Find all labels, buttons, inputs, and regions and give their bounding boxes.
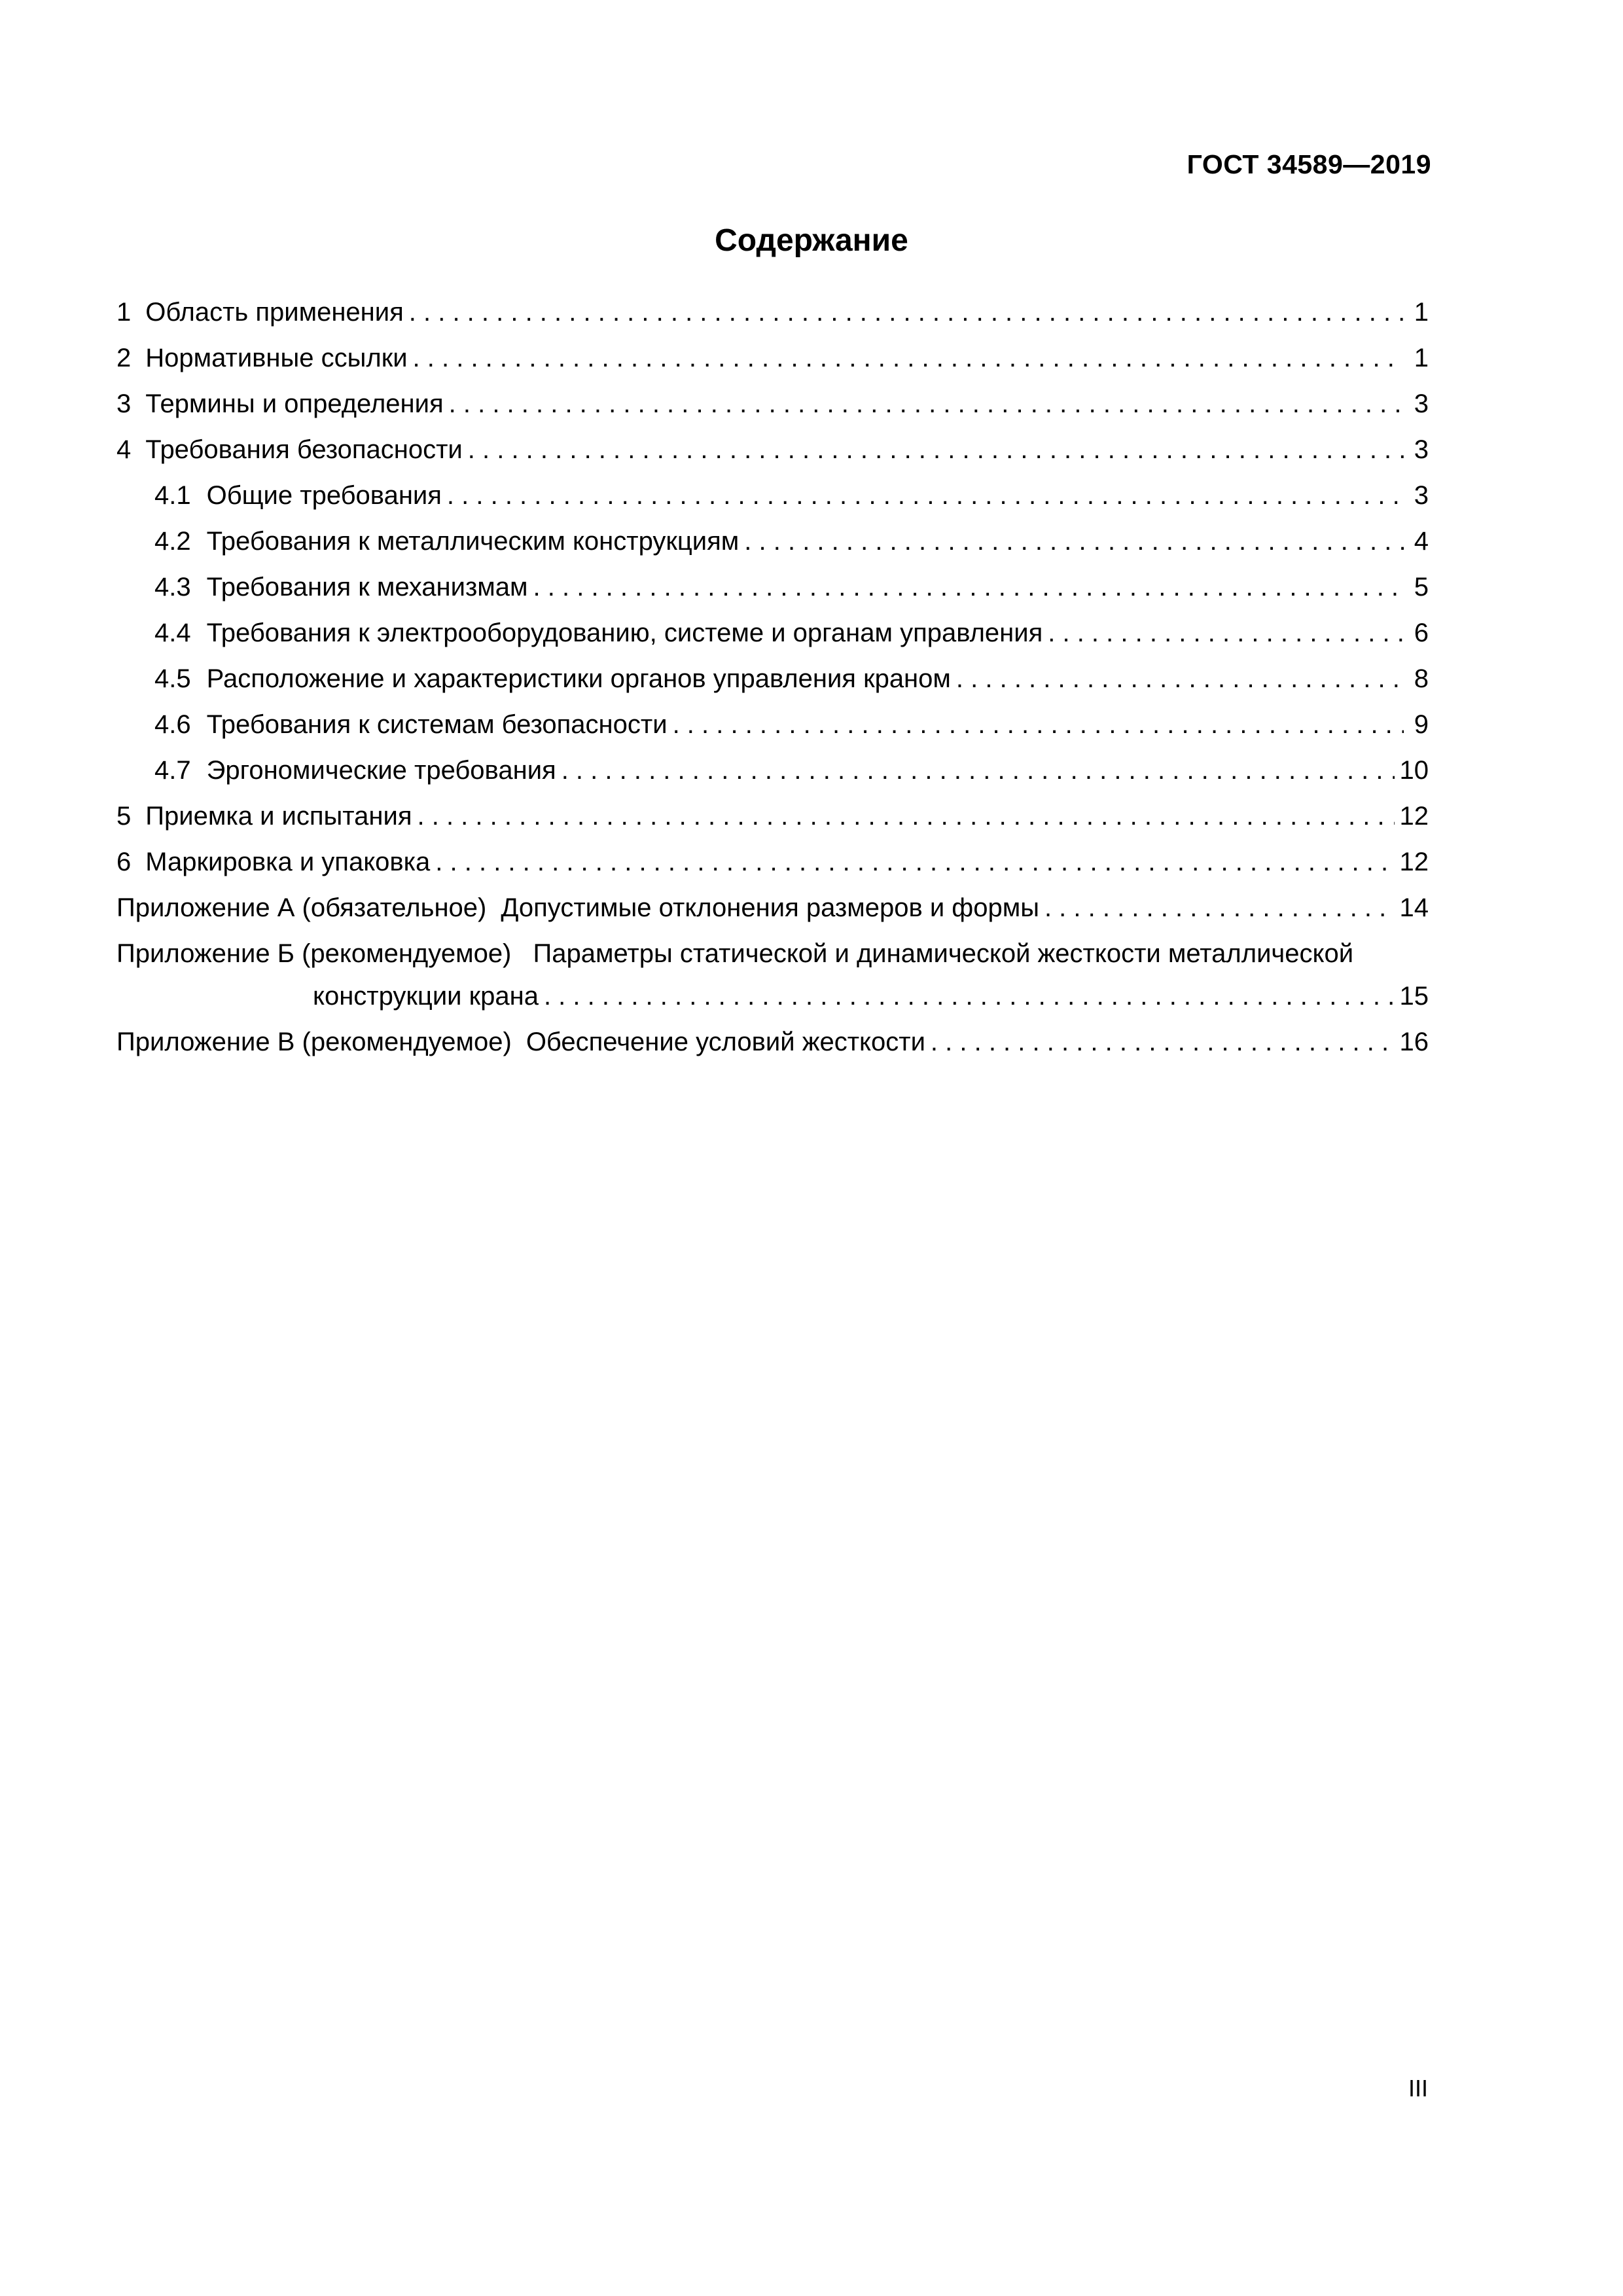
toc-leader-dots xyxy=(1048,619,1404,648)
toc-entry-page: 15 xyxy=(1399,982,1429,1011)
appendix-second-line xyxy=(116,982,1429,1028)
toc-entry-page: 10 xyxy=(1399,756,1429,785)
toc-entry-number: 6 xyxy=(116,848,132,876)
toc-entry-title: Приемка и испытания xyxy=(145,802,412,831)
toc-entry-number: 4.4 xyxy=(154,619,191,647)
toc-entry-page: 12 xyxy=(1399,802,1429,831)
toc-leader-dots xyxy=(435,848,1394,877)
toc-leader-dots xyxy=(418,802,1395,831)
toc-leader-dots xyxy=(449,389,1404,419)
toc-entry-4-1[interactable] xyxy=(116,481,1429,527)
toc-entry-page: 1 xyxy=(1414,298,1429,327)
toc-leader-dots xyxy=(533,573,1404,602)
table-of-contents xyxy=(116,298,1429,1073)
toc-entry-title: Требования безопасности xyxy=(145,435,463,464)
toc-leader-dots xyxy=(562,756,1395,785)
toc-entry-number: 4.7 xyxy=(154,756,191,785)
appendix-title-line2: конструкции крана xyxy=(313,982,539,1011)
page-number: III xyxy=(1408,2075,1428,2102)
appendix-label: Приложение Б (рекомендуемое) xyxy=(116,939,512,968)
toc-entry-page: 14 xyxy=(1399,893,1429,922)
toc-entry-page: 5 xyxy=(1414,573,1429,601)
document-code: ГОСТ 34589—2019 xyxy=(1186,149,1431,179)
toc-entry-number: 2 xyxy=(116,344,132,372)
toc-entry-number: 4.1 xyxy=(154,481,191,510)
toc-entry-4-5[interactable] xyxy=(116,664,1429,710)
toc-entry-4-4[interactable] xyxy=(116,619,1429,664)
toc-entry-page: 4 xyxy=(1414,527,1429,556)
toc-entry-2[interactable] xyxy=(116,344,1429,389)
toc-entry-page: 16 xyxy=(1399,1028,1429,1056)
toc-entry-number: 4.3 xyxy=(154,573,191,601)
toc-leader-dots xyxy=(544,982,1395,1011)
toc-appendix-b[interactable] xyxy=(116,939,1429,1028)
toc-leader-dots xyxy=(1044,893,1395,923)
toc-entry-title: Требования к металлическим конструкциям xyxy=(206,527,740,556)
toc-leader-dots xyxy=(409,298,1404,327)
toc-entry-title: Расположение и характеристики органов управления краном xyxy=(206,664,951,693)
toc-entry-number: 4.6 xyxy=(154,710,191,739)
toc-leader-dots xyxy=(744,527,1404,556)
toc-leader-dots xyxy=(931,1028,1395,1057)
toc-entry-page: 8 xyxy=(1414,664,1429,693)
toc-entry-page: 3 xyxy=(1414,481,1429,510)
toc-entry-4-2[interactable] xyxy=(116,527,1429,573)
toc-entry-page: 3 xyxy=(1414,389,1429,418)
toc-entry-4[interactable] xyxy=(116,435,1429,481)
toc-entry-number: 5 xyxy=(116,802,132,831)
toc-entry-title: Общие требования xyxy=(206,481,442,510)
toc-leader-dots xyxy=(468,435,1404,465)
appendix-first-line xyxy=(116,939,1429,982)
toc-entry-title: Требования к электрооборудованию, системе и органам управления xyxy=(206,619,1043,647)
toc-entry-page: 1 xyxy=(1414,344,1429,372)
toc-entry-title: Маркировка и упаковка xyxy=(145,848,431,876)
toc-entry-number: 1 xyxy=(116,298,132,327)
toc-leader-dots xyxy=(413,344,1404,373)
toc-entry-1[interactable] xyxy=(116,298,1429,344)
toc-entry-title: Эргономические требования xyxy=(206,756,556,785)
toc-entry-number: 3 xyxy=(116,389,132,418)
toc-entry-title: Область применения xyxy=(145,298,404,327)
toc-entry-4-6[interactable] xyxy=(116,710,1429,756)
toc-leader-dots xyxy=(447,481,1404,511)
toc-entry-title: Термины и определения xyxy=(145,389,444,418)
appendix-title: Допустимые отклонения размеров и формы xyxy=(501,893,1039,922)
toc-entry-6[interactable] xyxy=(116,848,1429,893)
toc-entry-4-3[interactable] xyxy=(116,573,1429,619)
toc-entry-page: 3 xyxy=(1414,435,1429,464)
toc-entry-3[interactable] xyxy=(116,389,1429,435)
toc-entry-number: 4.5 xyxy=(154,664,191,693)
toc-entry-number: 4.2 xyxy=(154,527,191,556)
toc-entry-5[interactable] xyxy=(116,802,1429,848)
toc-leader-dots xyxy=(673,710,1404,740)
appendix-title-line1: Параметры статической и динамической жесткости металлической xyxy=(533,939,1354,968)
toc-appendix-v[interactable] xyxy=(116,1028,1429,1073)
toc-leader-dots xyxy=(956,664,1404,694)
appendix-label: Приложение В (рекомендуемое) xyxy=(116,1028,512,1056)
toc-entry-4-7[interactable] xyxy=(116,756,1429,802)
toc-entry-page: 6 xyxy=(1414,619,1429,647)
toc-entry-number: 4 xyxy=(116,435,132,464)
toc-entry-title: Требования к системам безопасности xyxy=(206,710,668,739)
toc-entry-title: Нормативные ссылки xyxy=(145,344,408,372)
appendix-title: Обеспечение условий жесткости xyxy=(526,1028,925,1056)
toc-entry-title: Требования к механизмам xyxy=(206,573,528,601)
appendix-label: Приложение А (обязательное) xyxy=(116,893,487,922)
toc-entry-page: 12 xyxy=(1399,848,1429,876)
toc-appendix-a[interactable] xyxy=(116,893,1429,939)
toc-title: Содержание xyxy=(715,223,908,258)
toc-entry-page: 9 xyxy=(1414,710,1429,739)
